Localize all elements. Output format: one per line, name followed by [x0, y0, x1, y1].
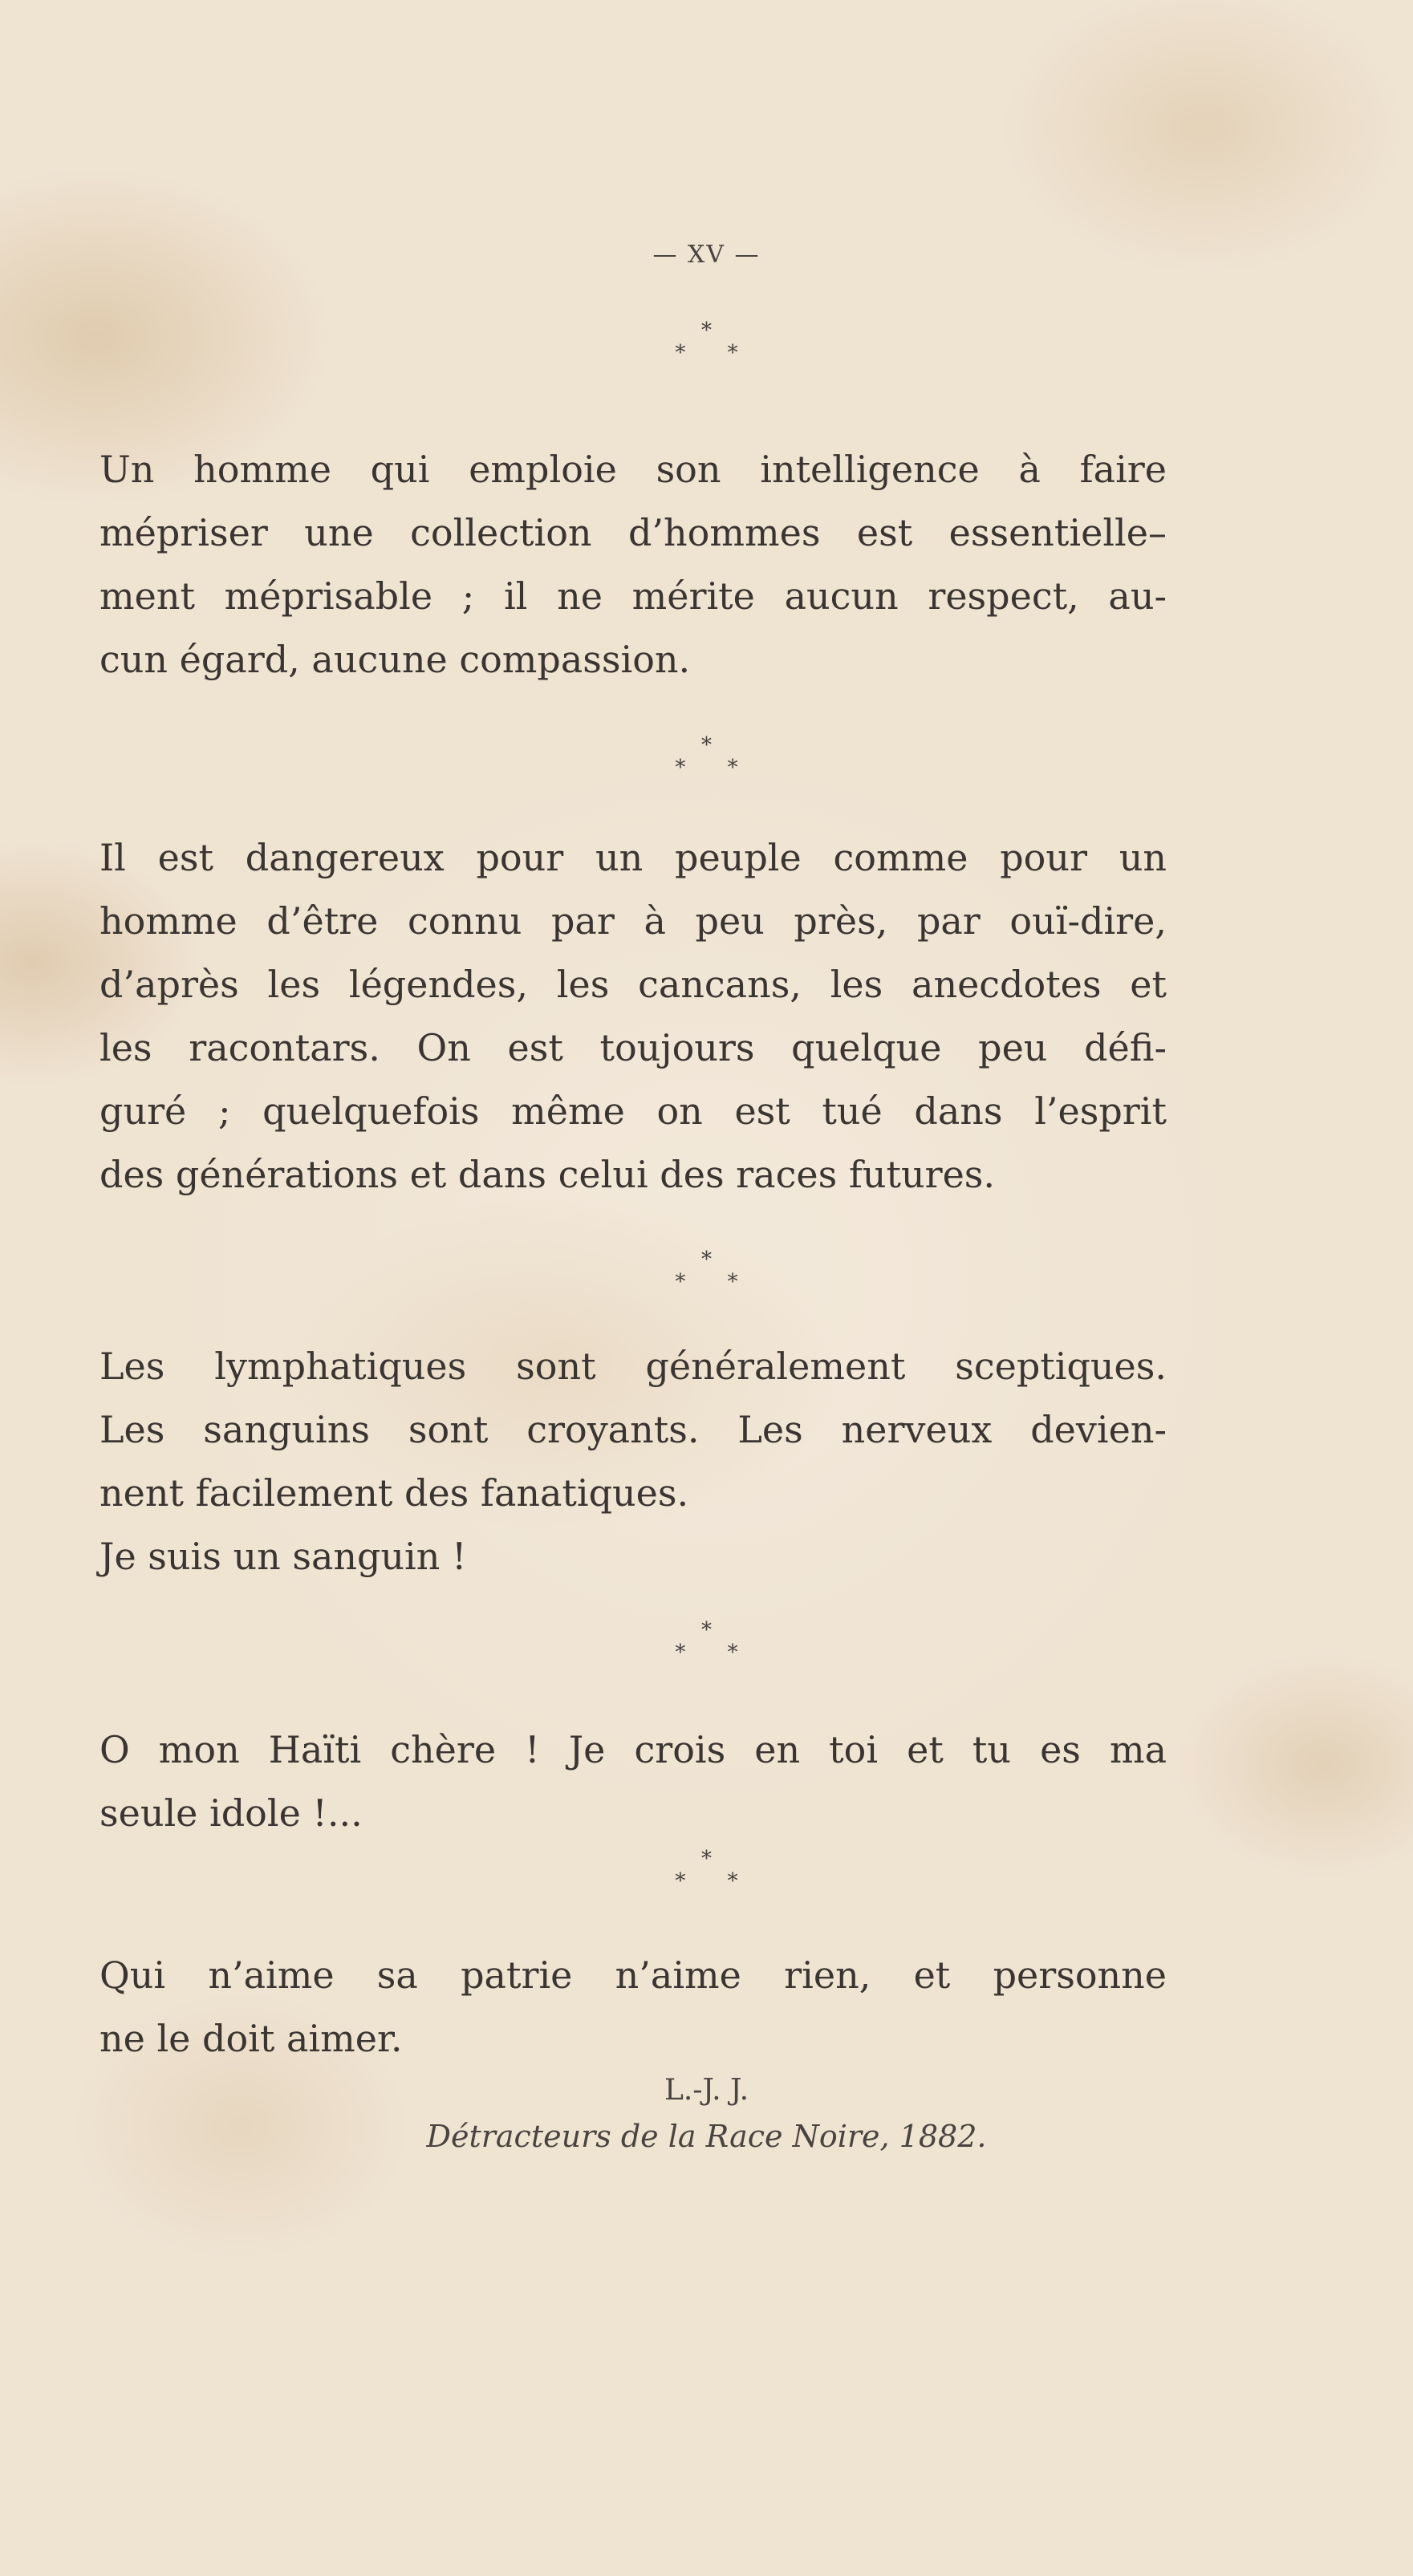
text-line: seule idole !...	[99, 1791, 363, 1835]
text-line: des générations et dans celui des races futures.	[99, 1153, 996, 1196]
text-line: cun égard, aucune compassion.	[99, 638, 691, 681]
text-line: Les sanguins sont croyants. Les nerveux devien-	[99, 1408, 1167, 1451]
source-citation: Détracteurs de la Race Noire, 1882.	[426, 2119, 987, 2154]
asterism-top-star: *	[701, 1618, 712, 1642]
text-line: Je suis un sanguin !	[99, 1535, 467, 1578]
text-line: Qui n’aime sa patrie n’aime rien, et personne	[99, 1953, 1167, 1997]
asterism-divider	[0, 1619, 1413, 1664]
text-line: Les lymphatiques sont généralement sceptiques.	[99, 1345, 1167, 1388]
asterism-bottom-stars: * *	[675, 756, 756, 780]
text-line: ne le doit aimer.	[99, 2017, 403, 2060]
text-line: mépriser une collection d’hommes est essentielle–	[99, 511, 1167, 554]
asterism-top-star: *	[701, 1847, 712, 1871]
text-line: les racontars. On est toujours quelque peu défi-	[99, 1026, 1167, 1069]
paragraph-maxim-1	[99, 438, 1167, 692]
asterism-bottom-stars: * *	[675, 1270, 756, 1294]
asterism-bottom-stars: * *	[675, 1641, 756, 1665]
asterism-divider	[0, 1848, 1413, 1892]
paragraph-maxim-4	[99, 1718, 1167, 1845]
paragraph-maxim-2	[99, 826, 1167, 1207]
text-line: homme d’être connu par à peu près, par ouï-dire,	[99, 899, 1167, 943]
text-line: Il est dangereux pour un peuple comme pour un	[99, 836, 1167, 879]
asterism-bottom-stars: * *	[675, 1869, 756, 1893]
text-line: d’après les légendes, les cancans, les anecdotes et	[99, 963, 1167, 1006]
page-number: — XV —	[652, 241, 761, 269]
asterism-bottom-stars: * *	[675, 341, 756, 365]
asterism-top-star: *	[701, 733, 712, 757]
asterism-divider	[0, 319, 1413, 364]
text-line: ment méprisable ; il ne mérite aucun respect, au-	[99, 574, 1167, 618]
text-line: guré ; quelquefois même on est tué dans l’esprit	[99, 1089, 1167, 1133]
paragraph-maxim-3	[99, 1335, 1167, 1588]
asterism-divider	[0, 1248, 1413, 1293]
asterism-divider	[0, 734, 1413, 779]
text-line: nent facilement des fanatiques.	[99, 1471, 689, 1515]
asterism-top-star: *	[701, 318, 712, 343]
text-line: Un homme qui emploie son intelligence à faire	[99, 448, 1167, 491]
paragraph-maxim-5	[99, 1944, 1167, 2071]
author-signature: L.-J. J.	[664, 2074, 749, 2107]
asterism-top-star: *	[701, 1247, 712, 1272]
text-line: O mon Haïti chère ! Je crois en toi et tu es ma	[99, 1728, 1167, 1771]
